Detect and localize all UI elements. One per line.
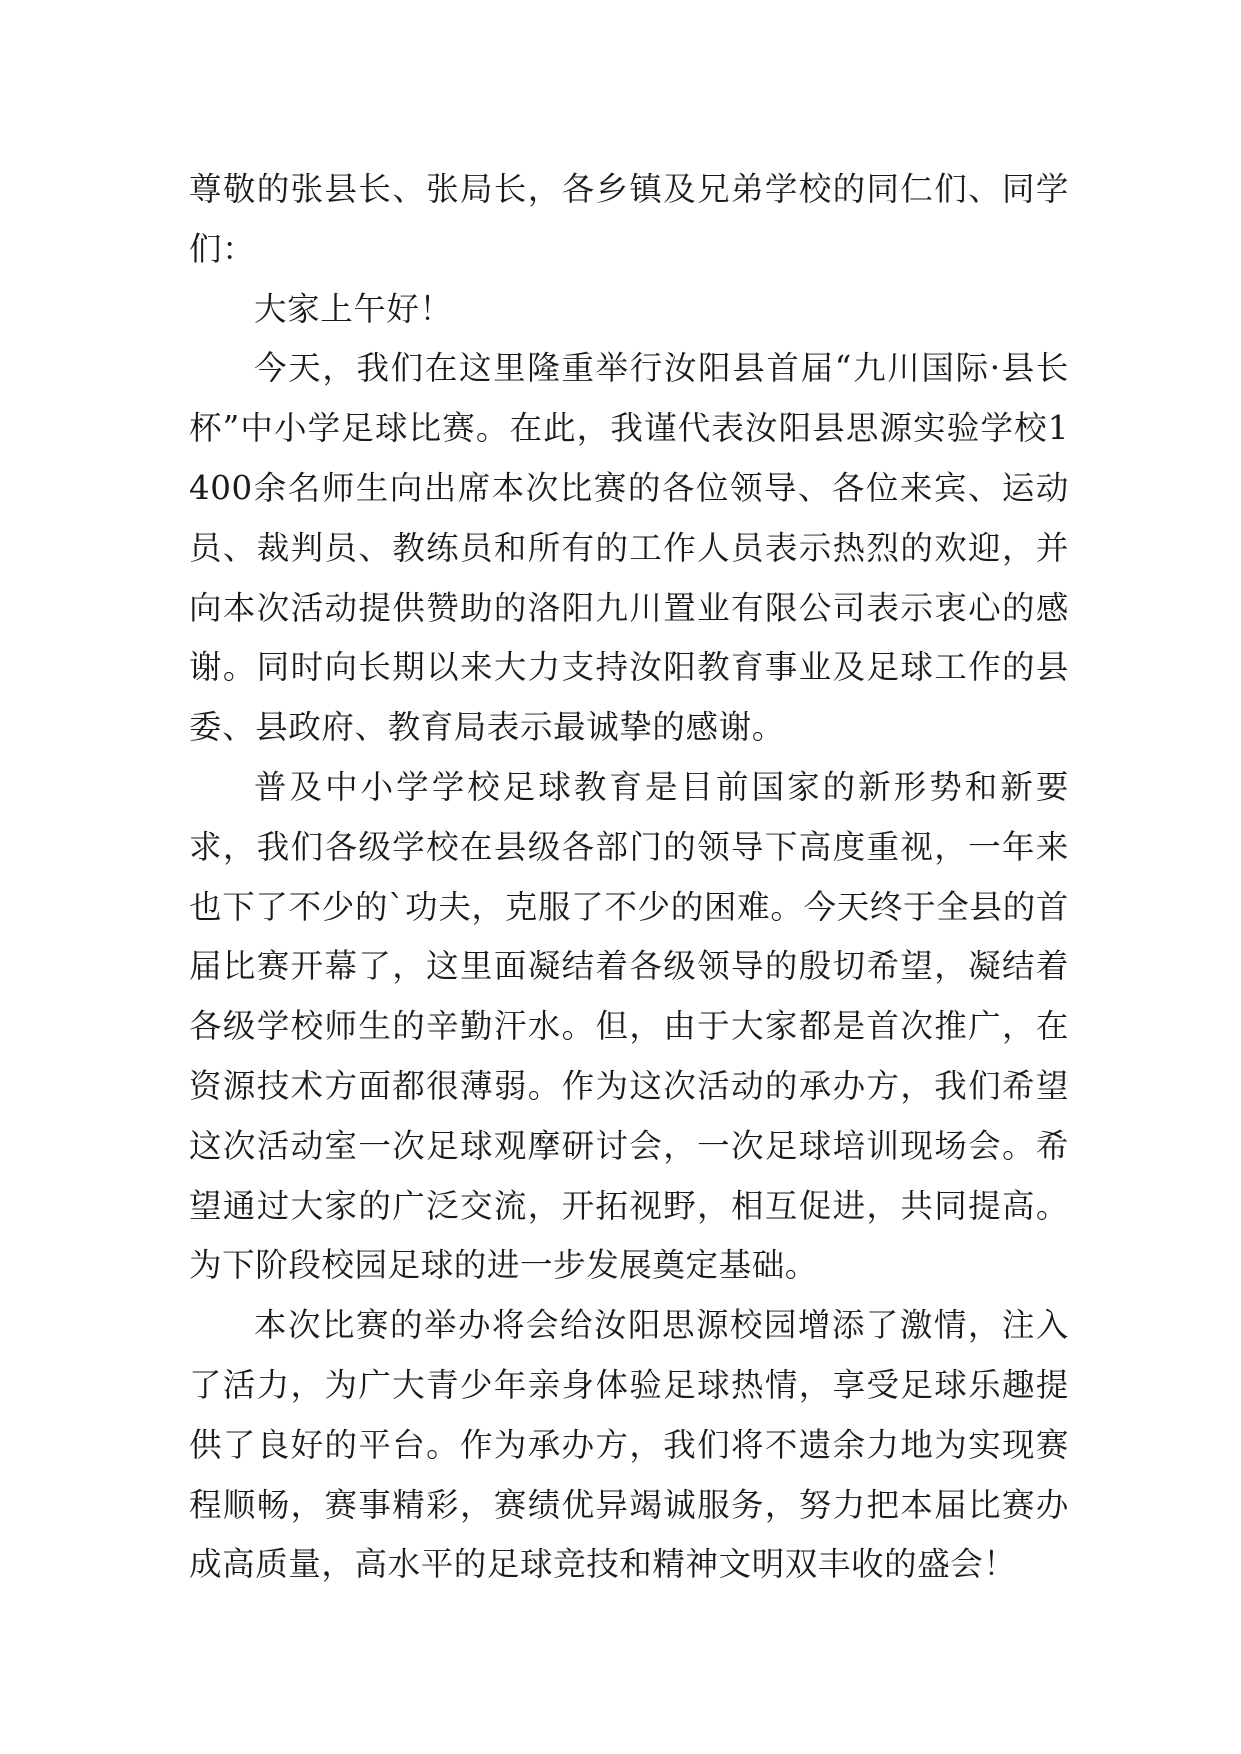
salutation-paragraph: 尊敬的张县长、张局长，各乡镇及兄弟学校的同仁们、同学们： (189, 170, 1069, 268)
greeting-paragraph: 大家上午好！ (254, 289, 453, 328)
welcome-paragraph: 今天，我们在这里隆重举行汝阳县首届“九川国际·县长杯”中小学足球比赛。在此，我谨代表汝阳县思源实验学校1400余名师生向出席本次比赛的各位领导、各位来宾、运动员、裁判员、教练员和所有的工作人员表示热烈的欢迎，并向本次活动提供赞助的洛阳九川置业有限公司表示衷心的感谢。同时向长期以来大力支持汝阳教育事业及足球工作的县委、县政府、教育局表示最诚挚的感谢。 (189, 349, 1069, 747)
speech-body (189, 160, 1069, 1595)
football-education-paragraph: 普及中小学学校足球教育是目前国家的新形势和新要求，我们各级学校在县级各部门的领导下高度重视，一年来也下了不少的`功夫，克服了不少的困难。今天终于全县的首届比赛开幕了，这里面凝结着各级领导的殷切希望，凝结着各级学校师生的辛勤汗水。但，由于大家都是首次推广，在资源技术方面都很薄弱。作为这次活动的承办方，我们希望这次活动室一次足球观摩研讨会，一次足球培训现场会。希望通过大家的广泛交流，开拓视野，相互促进，共同提高。为下阶段校园足球的进一步发展奠定基础。 (189, 767, 1069, 1285)
closing-paragraph: 本次比赛的举办将会给汝阳思源校园增添了激情，注入了活力，为广大青少年亲身体验足球热情，享受足球乐趣提供了良好的平台。作为承办方，我们将不遗余力地为实现赛程顺畅，赛事精彩，赛绩优异竭诚服务，努力把本届比赛办成高质量，高水平的足球竞技和精神文明双丰收的盛会！ (189, 1306, 1069, 1584)
